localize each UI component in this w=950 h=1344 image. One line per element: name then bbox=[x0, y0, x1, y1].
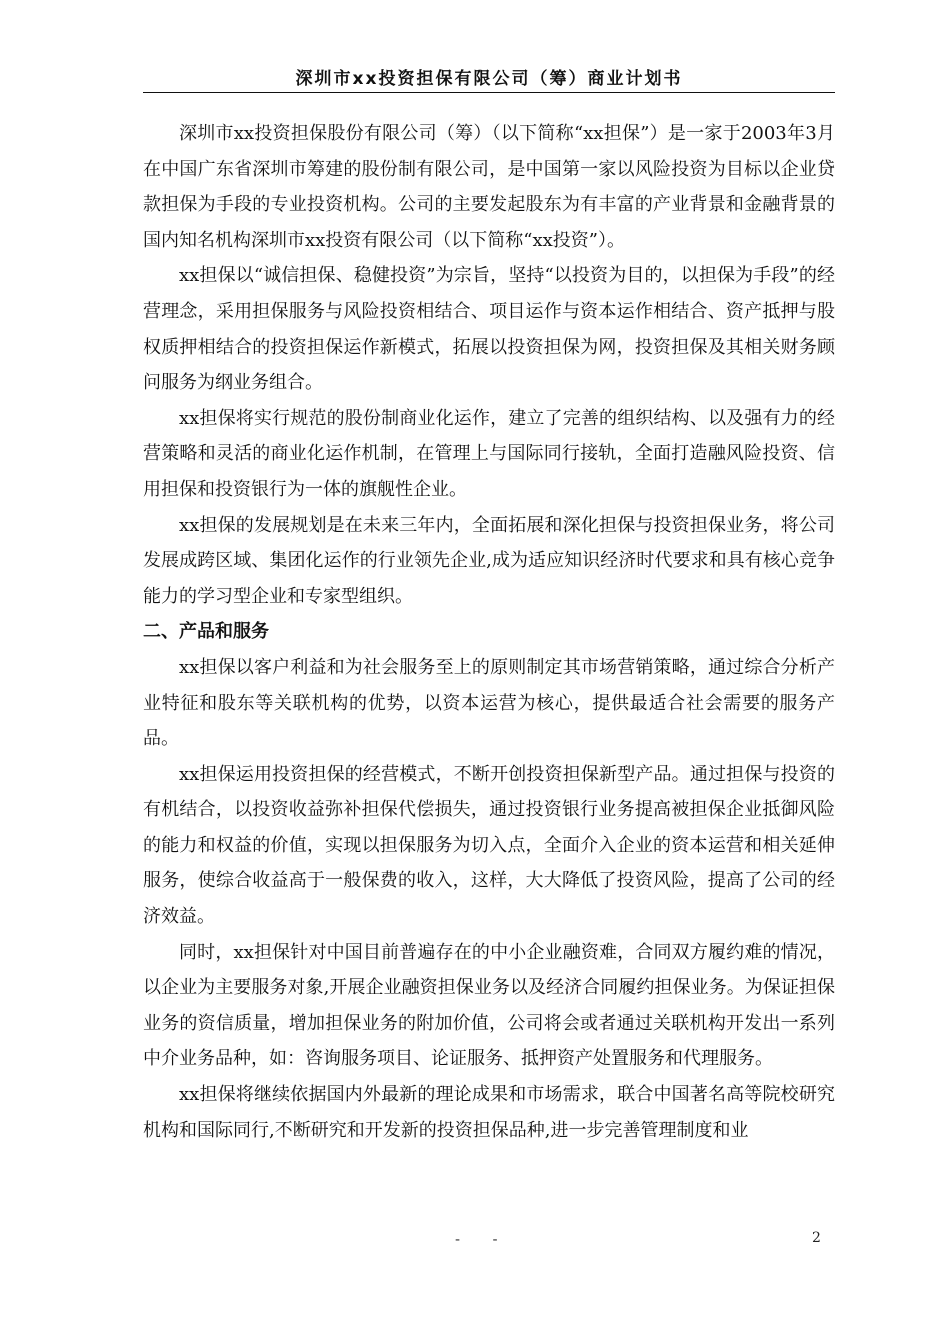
paragraph-marketing-strategy: xx担保以客户利益和为社会服务至上的原则制定其市场营销策略，通过综合分析产业特征和股东等关联机构的优势，以资本运营为核心，提供最适合社会需要的服务产品。 bbox=[143, 656, 835, 750]
paragraph-company-intro: 深圳市xx投资担保股份有限公司（筹）（以下简称“xx担保”）是一家于2003年3月在中国广东省深圳市筹建的股份制有限公司，是中国第一家以风险投资为目标以企业贷款担保为手段的专业投资机构。公司的主要发起股东为有丰富的产业背景和金融背景的国内知名机构深圳市xx投资有限公司（以下简称“xx投资”）。 bbox=[143, 123, 835, 251]
paragraph-sme-services: 同时，xx担保针对中国目前普遍存在的中小企业融资难，合同双方履约难的情况，以企业为主要服务对象,开展企业融资担保业务以及经济合同履约担保业务。为保证担保业务的资信质量，增加担保业务的附加价值，公司将会或者通过关联机构开发出一系列中介业务品种，如：咨询服务项目、论证服务、抵押资产处置服务和代理服务。 bbox=[143, 941, 835, 1070]
paragraph-development-plan: xx担保的发展规划是在未来三年内，全面拓展和深化担保与投资担保业务，将公司发展成跨区域、集团化运作的行业领先企业,成为适应知识经济时代要求和具有核心竞争能力的学习型企业和专家型组织。 bbox=[143, 514, 835, 607]
footer-marks: - - bbox=[455, 1232, 512, 1248]
paragraph-operation-mechanism: xx担保将实行规范的股份制商业化运作，建立了完善的组织结构、以及强有力的经营策略和灵活的商业化运作机制，在管理上与国际同行接轨，全面打造融风险投资、信用担保和投资银行为一体的旗舰性企业。 bbox=[143, 407, 835, 500]
document-body bbox=[143, 116, 835, 1148]
page-number: 2 bbox=[812, 1230, 821, 1246]
paragraph-product-development: xx担保将继续依据国内外最新的理论成果和市场需求，联合中国著名高等院校研究机构和国际同行,不断研究和开发新的投资担保品种,进一步完善管理制度和业 bbox=[143, 1084, 835, 1141]
header-divider bbox=[143, 92, 835, 93]
section-heading-products-services: 二、产品和服务 bbox=[143, 621, 269, 643]
paragraph-business-philosophy: xx担保以“诚信担保、稳健投资”为宗旨，坚持“以投资为目的，以担保为手段”的经营理念，采用担保服务与风险投资相结合、项目运作与资本运作相结合、资产抵押与股权质押相结合的投资担保运作新模式，拓展以投资担保为网，投资担保及其相关财务顾问服务为纲业务组合。 bbox=[143, 265, 835, 394]
page-header-title: 深圳市xx投资担保有限公司（筹）商业计划书 bbox=[295, 69, 683, 89]
paragraph-investment-guarantee-model: xx担保运用投资担保的经营模式，不断开创投资担保新型产品。通过担保与投资的有机结合，以投资收益弥补担保代偿损失，通过投资银行业务提高被担保企业抵御风险的能力和权益的价值，实现以担保服务为切入点，全面介入企业的资本运营和相关延伸服务，使综合收益高于一般保费的收入，这样，大大降低了投资风险，提高了公司的经济效益。 bbox=[143, 763, 835, 928]
